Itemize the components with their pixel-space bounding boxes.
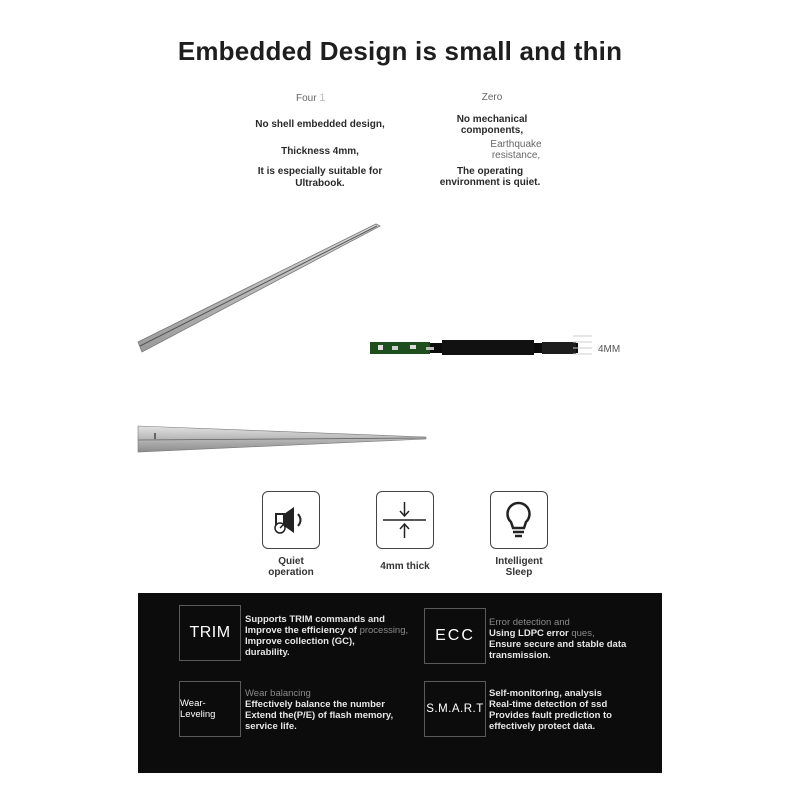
- trim-line-2-main: Improve the efficiency of: [245, 625, 357, 636]
- speaker-icon: [263, 492, 318, 547]
- smart-badge: S.M.A.R.T: [424, 681, 486, 737]
- left-heading: [296, 92, 346, 105]
- left-line-3b: Ultrabook.: [295, 178, 345, 189]
- ecc-line-2-main: Using LDPC error: [489, 628, 569, 639]
- smart-line-2: Real-time detection of ssd: [489, 699, 608, 710]
- icon-label-quiet-a: Quiet: [278, 556, 304, 567]
- ssd-side-illustration: [366, 332, 596, 364]
- trim-line-4: durability.: [245, 647, 290, 658]
- lightbulb-icon: [491, 492, 546, 547]
- wear-description: [245, 688, 420, 732]
- icon-label-sleep: [469, 556, 569, 578]
- left-heading-mark: 1: [319, 92, 326, 104]
- trim-line-1: Supports TRIM commands and: [245, 614, 385, 625]
- right-line-3a: The operating: [456, 166, 524, 177]
- left-heading-text: Four: [296, 93, 317, 104]
- right-line-3b: environment is quiet.: [439, 177, 541, 188]
- wear-line-3: Extend the(P/E) of flash memory,: [245, 710, 394, 721]
- left-line-3a: It is especially suitable for: [257, 166, 383, 177]
- ecc-line-2: [489, 628, 654, 639]
- icon-label-quiet-b: operation: [268, 567, 314, 578]
- wear-line-4: service life.: [245, 721, 297, 732]
- right-heading: Zero: [481, 92, 503, 103]
- ecc-line-3: Ensure secure and stable data: [489, 639, 627, 650]
- trim-line-2: [245, 625, 420, 636]
- laptop-closed-illustration: [136, 420, 432, 460]
- right-line-2a: Earthquake: [490, 139, 542, 150]
- compress-arrows-icon: [377, 492, 432, 547]
- trim-line-2-extra: processing,: [359, 625, 409, 636]
- quiet-operation-tile: [262, 491, 320, 549]
- trim-line-3: Improve collection (GC),: [245, 636, 355, 647]
- laptop-open-illustration: [136, 220, 386, 355]
- intelligent-sleep-tile: [490, 491, 548, 549]
- icon-label-quiet: [241, 556, 341, 578]
- smart-line-3: Provides fault prediction to: [489, 710, 612, 721]
- smart-line-4: effectively protect data.: [489, 721, 596, 732]
- wear-line-2: Effectively balance the number: [245, 699, 385, 710]
- smart-description: [489, 688, 654, 732]
- thin-tile: [376, 491, 434, 549]
- right-line-2b: resistance,: [491, 150, 541, 161]
- ssd-thickness-label: 4MM: [598, 344, 621, 355]
- ecc-badge: ECC: [424, 608, 486, 664]
- right-line-1b: components,: [460, 125, 524, 136]
- trim-badge: TRIM: [179, 605, 241, 661]
- smart-line-1: Self-monitoring, analysis: [489, 688, 602, 699]
- ecc-description: [489, 617, 654, 661]
- right-line-1a: No mechanical: [456, 114, 528, 125]
- icon-label-thin-a: 4mm thick: [380, 561, 430, 572]
- page-title: Embedded Design is small and thin: [177, 36, 623, 66]
- left-line-2: Thickness 4mm,: [281, 146, 359, 157]
- trim-description: [245, 614, 420, 658]
- ecc-line-1: Error detection and: [489, 617, 570, 628]
- icon-label-sleep-a: Intelligent: [495, 556, 543, 567]
- icon-label-sleep-b: Sleep: [505, 567, 533, 578]
- wear-line-1: Wear balancing: [245, 688, 311, 699]
- wear-leveling-badge: Wear-Leveling: [179, 681, 241, 737]
- ecc-line-2-extra: ques,: [571, 628, 595, 639]
- left-line-1: No shell embedded design,: [255, 119, 385, 130]
- icon-label-thin: [355, 561, 455, 572]
- ecc-line-4: transmission.: [489, 650, 551, 661]
